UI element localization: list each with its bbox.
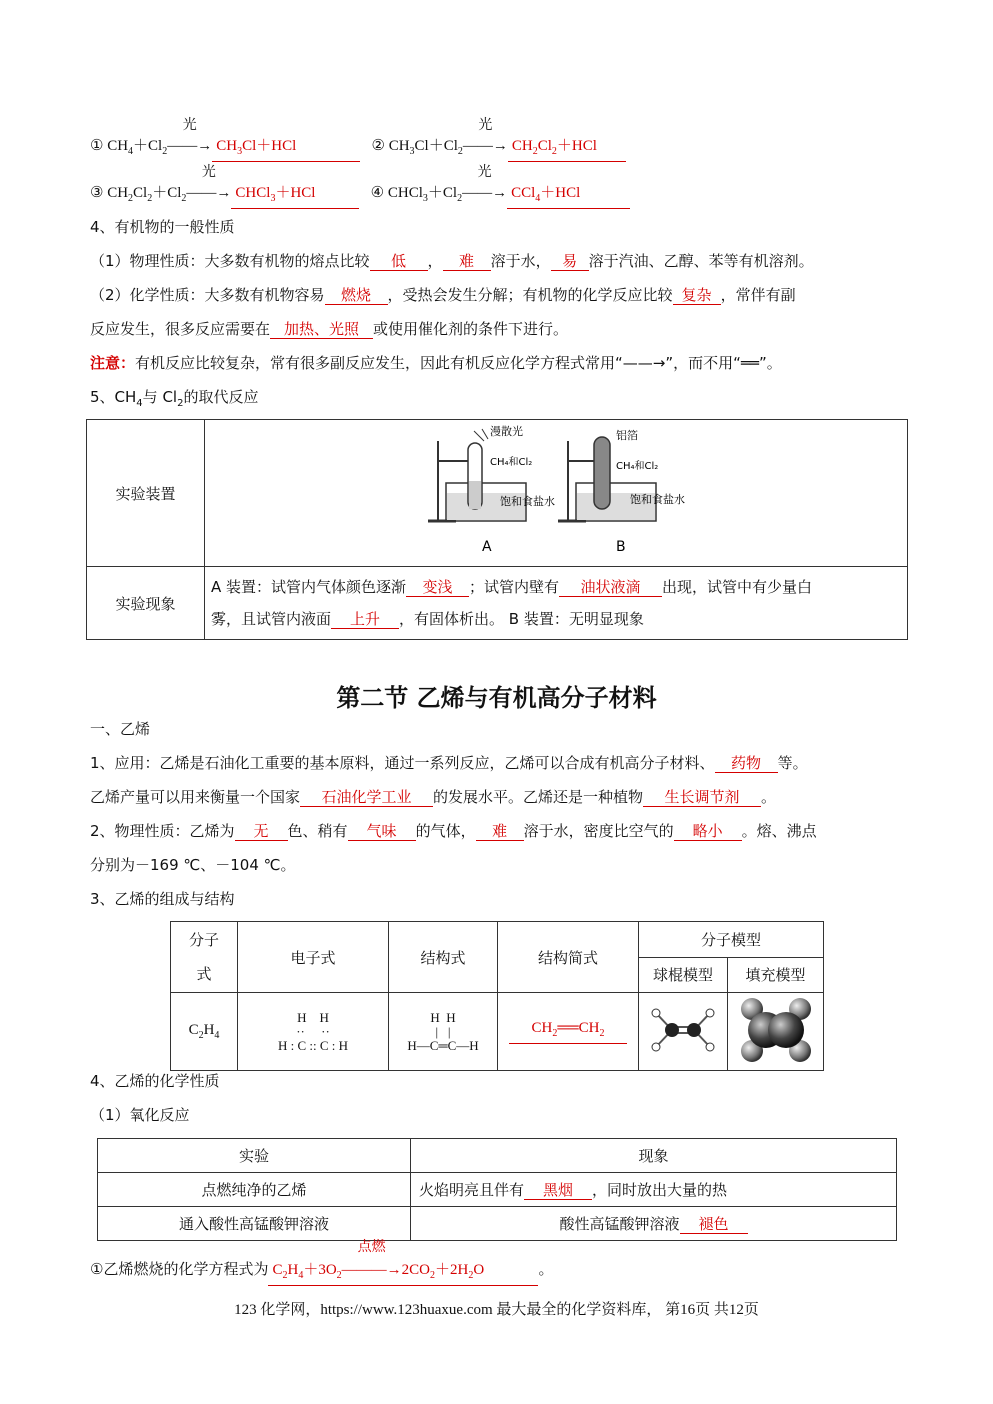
- svg-text:饱和食盐水: 饱和食盐水: [630, 493, 685, 506]
- answer-blank: 黑烟: [524, 1181, 592, 1200]
- chem-props-title: 4、乙烯的化学性质: [90, 1072, 220, 1090]
- answer-blank: 难: [476, 822, 524, 841]
- ethylene-heading: 一、乙烯: [90, 720, 151, 738]
- simple-formula-cell: $CH_2══CH_2$: [498, 993, 639, 1071]
- answer-blank: 生长调节剂: [643, 788, 761, 807]
- chapter-title: 第二节 乙烯与有机高分子材料: [336, 683, 657, 712]
- answer-blank: 变浅: [406, 578, 469, 597]
- answer-blank: CHCl$_3$＋HCl: [231, 184, 359, 209]
- th-fill: 填充模型: [728, 957, 824, 993]
- structure-table: [170, 921, 824, 1071]
- ethylene-physical: 2、物理性质：乙烯为 无 色、稍有 气味 的气体， 难 溶于水，密度比空气的 略小 。熔、沸点: [90, 822, 817, 840]
- svg-text:CH₄和Cl₂: CH₄和Cl₂: [616, 461, 659, 472]
- answer-blank: 难: [443, 252, 491, 271]
- svg-text:B: B: [616, 539, 626, 555]
- formula-cell: $C_2H_4$: [171, 993, 238, 1071]
- physical-props: （1）物理性质：大多数有机物的熔点比较 低 ， 难 溶于水， 易 溶于汽油、乙醇、苯等有机溶剂。: [90, 252, 814, 270]
- apparatus-b: [558, 429, 685, 555]
- ethylene-application-cont: 乙烯产量可以用来衡量一个国家 石油化学工业 的发展水平。乙烯还是一种植物 生长调节剂 。: [90, 788, 777, 806]
- combustion-equation: ①乙烯燃烧的化学方程式为 $C_2H_4+3O_2$ 点燃 $———\to 2CO_2+2H_2O$ 。: [90, 1258, 553, 1286]
- answer-blank: 上升: [331, 610, 399, 629]
- th-model: 分子模型: [639, 922, 824, 958]
- composition-title: 3、乙烯的组成与结构: [90, 890, 235, 908]
- answer-blank: 油状液滴: [559, 578, 662, 597]
- ethylene-application: 1、应用：乙烯是石油化工重要的基本原料，通过一系列反应，乙烯可以合成有机高分子材料、 药物 等。: [90, 754, 808, 772]
- reaction-row-1: [90, 118, 626, 163]
- phenomenon-cell: A 装置：试管内气体颜色逐渐 变浅 ；试管内壁有 油状液滴 出现，试管中有少量白 雾，且试管内液面 上升 ，有固体析出。 B 装置：无明显现象: [205, 567, 908, 640]
- exp-kmno4: 通入酸性高锰酸钾溶液: [98, 1207, 411, 1241]
- reaction-1: ① $CH_4+Cl_2$ 光 ——→ $CH_3Cl+HCl$: [90, 138, 364, 154]
- th-ballstick: 球棍模型: [639, 957, 728, 993]
- row-label-apparatus: 实验装置: [87, 420, 205, 567]
- answer-blank: $CH_2Cl_2+HCl$: [508, 137, 626, 162]
- answer-blank: 燃烧: [325, 286, 388, 305]
- answer-blank: 气味: [348, 822, 416, 841]
- svg-text:漫散光: 漫散光: [490, 425, 523, 438]
- answer-blank: 复杂: [673, 286, 721, 305]
- reaction-arrow: 点燃 ———→: [341, 1240, 402, 1278]
- reaction-arrow: 光 ——→: [186, 165, 232, 201]
- note: 注意：有机反应比较复杂，常有很多副反应发生，因此有机反应化学方程式常用“——→”，而不用“══”。: [90, 354, 782, 372]
- chemical-props: （2）化学性质：大多数有机物容易 燃烧 ，受热会发生分解；有机物的化学反应比较 复杂 ，常伴有副: [90, 286, 796, 304]
- answer-blank: 易: [551, 252, 589, 271]
- svg-text:饱和食盐水: 饱和食盐水: [500, 495, 555, 508]
- oxidation-title: （1）氧化反应: [90, 1106, 190, 1124]
- th-phenomenon: 现象: [411, 1139, 897, 1173]
- ethylene-physical-cont: 分别为－169 ℃、－104 ℃。: [90, 856, 296, 874]
- answer-blank: 无: [235, 822, 288, 841]
- svg-text:CH₄和Cl₂: CH₄和Cl₂: [490, 457, 533, 468]
- apparatus-illustration: [206, 421, 906, 561]
- experiment-table: [86, 419, 908, 640]
- section-4-title: 4、有机物的一般性质: [90, 218, 235, 236]
- th-simple: 结构简式: [498, 922, 639, 993]
- answer-blank: $C_2H_4+3O_2$ 点燃 $———\to 2CO_2+2H_2O$: [268, 1261, 538, 1286]
- ballstick-model-cell: [639, 993, 728, 1071]
- reaction-3: ③ $CH_2Cl_2+Cl_2$ 光 ——→ CHCl$_3$＋HCl: [90, 185, 363, 201]
- chemical-props-cont: 反应发生，很多反应需要在 加热、光照 或使用催化剂的条件下进行。: [90, 320, 569, 338]
- structural-formula-cell: H H | | H—C═C—H: [389, 993, 498, 1071]
- th-formula: 分子 式: [171, 922, 238, 993]
- answer-blank: 低: [370, 252, 428, 271]
- page-footer: 123 化学网，https://www.123huaxue.com 最大最全的化学资料库， 第16页 共12页: [234, 1302, 759, 1318]
- th-structural: 结构式: [389, 922, 498, 993]
- row-label-phenomenon: 实验现象: [87, 567, 205, 640]
- oxidation-table: [97, 1138, 897, 1241]
- svg-text:A: A: [482, 539, 492, 555]
- answer-blank: CCl$_4$＋HCl: [507, 184, 630, 209]
- electron-formula-cell: H H ·· ·· H : C :: C : H: [238, 993, 389, 1071]
- answer-blank: $CH_3Cl+HCl$: [212, 137, 360, 162]
- reaction-arrow: 光 ——→: [167, 118, 213, 154]
- th-experiment: 实验: [98, 1139, 411, 1173]
- phen-kmno4: 酸性高锰酸钾溶液 褪色: [411, 1207, 897, 1241]
- reaction-4: ④ $CHCl_3+Cl_2$ 光 ——→ CCl$_4$＋HCl: [371, 185, 630, 201]
- space-filling-model: [736, 997, 816, 1063]
- ball-stick-model: [648, 1003, 718, 1057]
- th-electron: 电子式: [238, 922, 389, 993]
- apparatus-a: [428, 424, 555, 555]
- answer-blank: 加热、光照: [270, 320, 373, 339]
- reaction-row-2: [90, 165, 630, 210]
- svg-text:铝箔: 铝箔: [616, 429, 638, 442]
- answer-blank: 褪色: [680, 1215, 748, 1234]
- reaction-arrow: 光 ——→: [462, 165, 508, 201]
- answer-blank: 药物: [715, 754, 778, 773]
- answer-blank: 略小: [674, 822, 742, 841]
- apparatus-cell: [205, 420, 908, 567]
- answer-blank: 石油化学工业: [300, 788, 433, 807]
- fill-model-cell: [728, 993, 824, 1071]
- phen-burn: 火焰明亮且伴有 黑烟 ，同时放出大量的热: [411, 1173, 897, 1207]
- exp-burn: 点燃纯净的乙烯: [98, 1173, 411, 1207]
- reaction-2: ② $CH_3Cl+Cl_2$ 光 ——→ $CH_2Cl_2+HCl$: [371, 138, 625, 154]
- section-5-title: 5、$CH_4$与 $Cl_2$的取代反应: [90, 388, 259, 409]
- reaction-arrow: 光 ——→: [462, 118, 508, 154]
